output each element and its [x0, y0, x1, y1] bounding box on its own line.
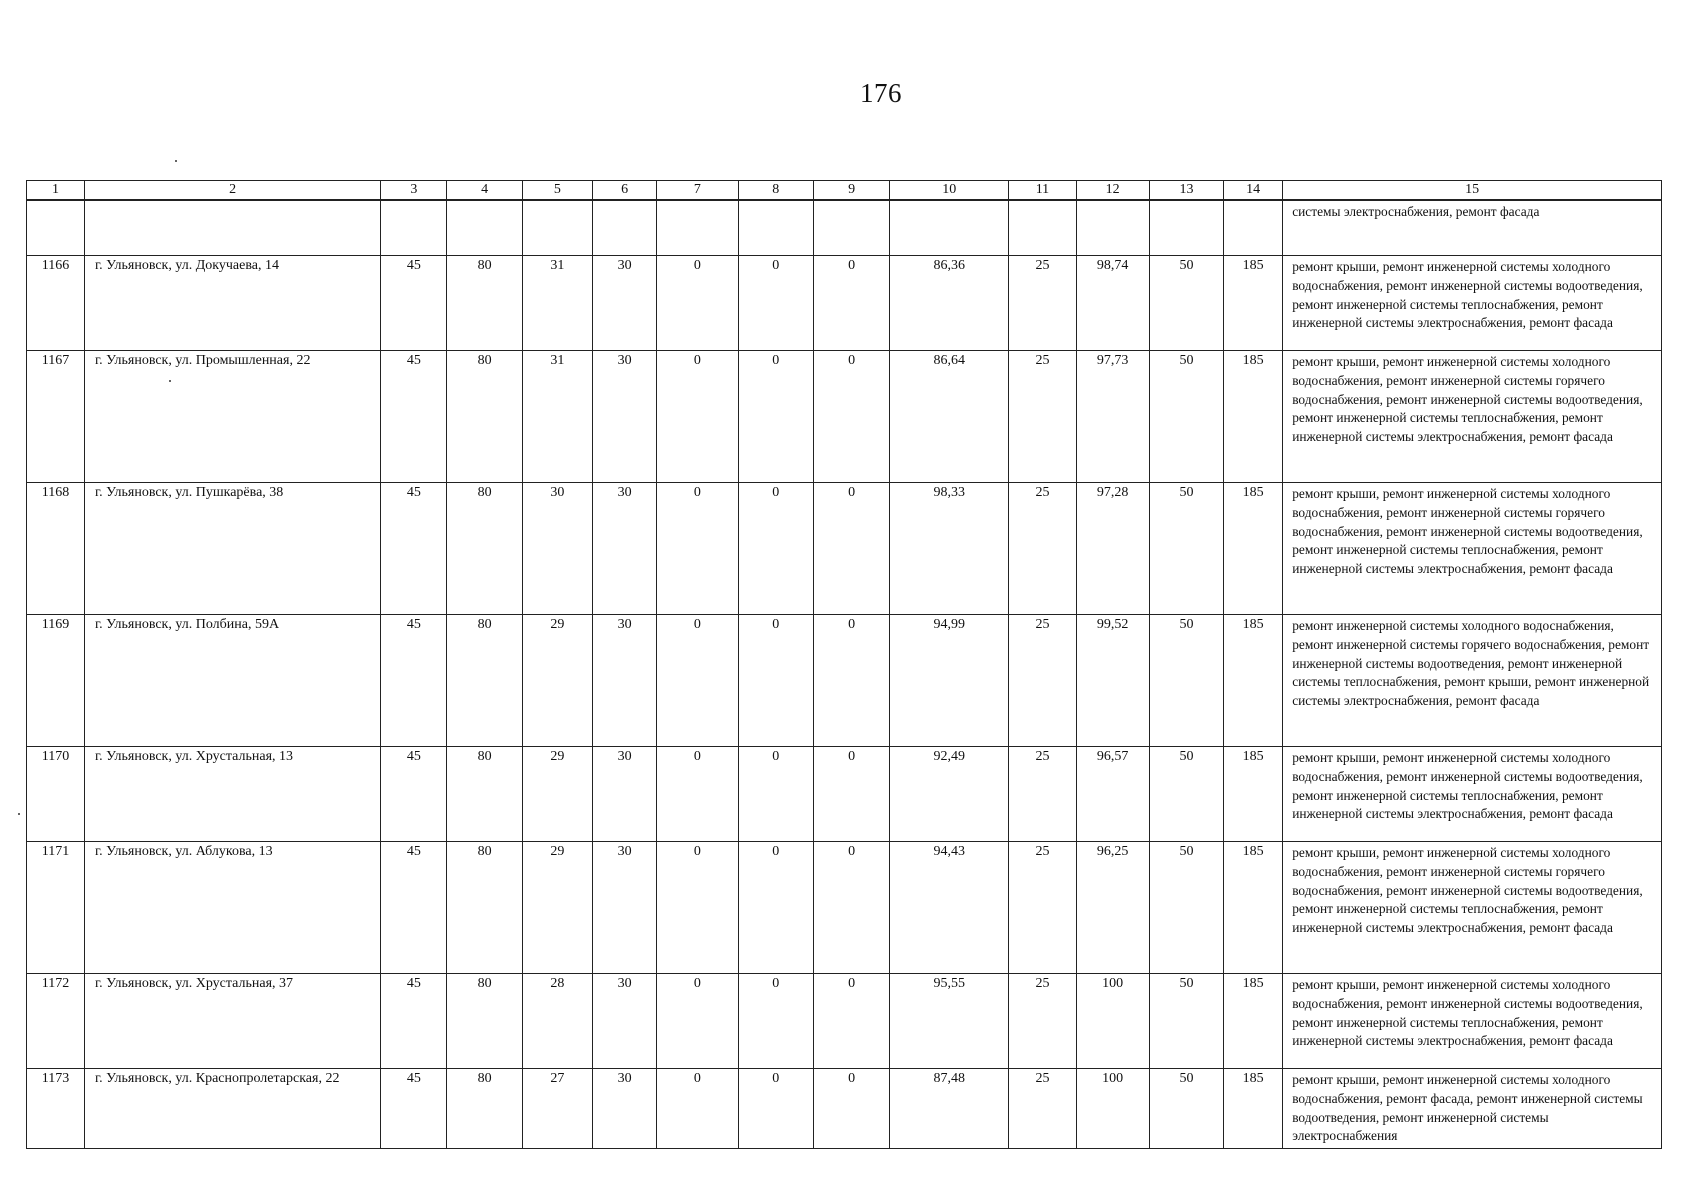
column-header: 8 [738, 181, 813, 201]
cell: 25 [1009, 842, 1076, 974]
column-header: 4 [447, 181, 522, 201]
cell: 0 [738, 974, 813, 1069]
cell: 45 [381, 1069, 447, 1149]
cell: 25 [1009, 974, 1076, 1069]
address-cell: г. Ульяновск, ул. Пушкарёва, 38 [85, 483, 381, 615]
works-cell: ремонт крыши, ремонт инженерной системы холодного водоснабжения, ремонт инженерной системы горячего водоснабжения, ремонт инженерной системы водоотведения, ремонт инженерной системы теплоснабжения, ремонт инженерной системы электроснабжения, ремонт фасада [1283, 842, 1662, 974]
cell: 0 [813, 483, 889, 615]
cell: 86,64 [890, 351, 1009, 483]
cell: 30 [593, 1069, 657, 1149]
cell: 0 [657, 483, 738, 615]
cell: 98,74 [1076, 256, 1149, 351]
cell: 94,99 [890, 615, 1009, 747]
cell: 80 [447, 974, 522, 1069]
cell: 25 [1009, 747, 1076, 842]
cell: 92,49 [890, 747, 1009, 842]
row-number: 1167 [27, 351, 85, 483]
cell: 50 [1149, 842, 1223, 974]
cell: 0 [738, 842, 813, 974]
column-header: 3 [381, 181, 447, 201]
housing-repair-table [26, 180, 1662, 1149]
works-cell: ремонт инженерной системы холодного водоснабжения, ремонт инженерной системы горячего водоснабжения, ремонт инженерной системы водоотведения, ремонт инженерной системы теплоснабжения, ремонт крыши, ремонт инженерной системы электроснабжения, ремонт фасада [1283, 615, 1662, 747]
cell: 99,52 [1076, 615, 1149, 747]
cell: 29 [522, 747, 592, 842]
row-number: 1168 [27, 483, 85, 615]
cell: 0 [657, 615, 738, 747]
cell: 45 [381, 256, 447, 351]
cell: 185 [1224, 615, 1283, 747]
cell: 96,57 [1076, 747, 1149, 842]
cell: 25 [1009, 1069, 1076, 1149]
cell: 50 [1149, 483, 1223, 615]
cell: 80 [447, 256, 522, 351]
address-cell: г. Ульяновск, ул. Полбина, 59А [85, 615, 381, 747]
cell: 0 [657, 351, 738, 483]
cell: 45 [381, 351, 447, 483]
page-number: 176 [860, 78, 902, 108]
cell: 0 [738, 615, 813, 747]
cell: 0 [657, 842, 738, 974]
cell: 80 [447, 1069, 522, 1149]
works-cell: ремонт крыши, ремонт инженерной системы холодного водоснабжения, ремонт инженерной системы горячего водоснабжения, ремонт инженерной системы водоотведения, ремонт инженерной системы теплоснабжения, ремонт инженерной системы электроснабжения, ремонт фасада [1283, 351, 1662, 483]
column-header: 7 [657, 181, 738, 201]
address-cell: г. Ульяновск, ул. Краснопролетарская, 22 [85, 1069, 381, 1149]
cell: 185 [1224, 747, 1283, 842]
continuation-row [27, 200, 1662, 256]
row-number: 1172 [27, 974, 85, 1069]
works-cell: ремонт крыши, ремонт инженерной системы холодного водоснабжения, ремонт инженерной системы водоотведения, ремонт инженерной системы теплоснабжения, ремонт инженерной системы электроснабжения, ремонт фасада [1283, 974, 1662, 1069]
table-row [27, 483, 1662, 615]
cell: 45 [381, 747, 447, 842]
column-header: 1 [27, 181, 85, 201]
cell: 30 [593, 256, 657, 351]
row-number: 1170 [27, 747, 85, 842]
table-row [27, 842, 1662, 974]
cell: 100 [1076, 974, 1149, 1069]
cell: 86,36 [890, 256, 1009, 351]
table-row [27, 615, 1662, 747]
cell: 0 [657, 747, 738, 842]
cell: 80 [447, 842, 522, 974]
row-number: 1166 [27, 256, 85, 351]
cell: 30 [593, 842, 657, 974]
cell: 0 [657, 1069, 738, 1149]
cell: 31 [522, 256, 592, 351]
cell: 0 [738, 351, 813, 483]
column-header: 13 [1149, 181, 1223, 201]
cell: 0 [738, 256, 813, 351]
cell: 27 [522, 1069, 592, 1149]
cell: 29 [522, 842, 592, 974]
cell: 50 [1149, 1069, 1223, 1149]
works-cell: ремонт крыши, ремонт инженерной системы холодного водоснабжения, ремонт фасада, ремонт инженерной системы водоотведения, ремонт инженерной системы электроснабжения [1283, 1069, 1662, 1149]
cell: 25 [1009, 256, 1076, 351]
scan-speck [18, 813, 20, 815]
column-header: 9 [813, 181, 889, 201]
cell: 30 [593, 974, 657, 1069]
cell: 45 [381, 615, 447, 747]
cell: 98,33 [890, 483, 1009, 615]
cell: 94,43 [890, 842, 1009, 974]
cell: 50 [1149, 615, 1223, 747]
cell: 30 [522, 483, 592, 615]
cell: 31 [522, 351, 592, 483]
cell: 185 [1224, 1069, 1283, 1149]
cell: 185 [1224, 351, 1283, 483]
cell: 185 [1224, 483, 1283, 615]
table-row [27, 256, 1662, 351]
cell: 0 [813, 747, 889, 842]
column-header: 15 [1283, 181, 1662, 201]
cell: 45 [381, 842, 447, 974]
cell: 0 [813, 615, 889, 747]
cell: 0 [813, 256, 889, 351]
cell: 45 [381, 483, 447, 615]
table-row [27, 1069, 1662, 1149]
cell: 25 [1009, 615, 1076, 747]
cell: 50 [1149, 974, 1223, 1069]
cell: 0 [813, 842, 889, 974]
cell: 50 [1149, 256, 1223, 351]
cell: 80 [447, 615, 522, 747]
column-header: 10 [890, 181, 1009, 201]
cell: 0 [738, 1069, 813, 1149]
cell: 29 [522, 615, 592, 747]
address-cell: г. Ульяновск, ул. Промышленная, 22 [85, 351, 381, 483]
address-cell: г. Ульяновск, ул. Докучаева, 14 [85, 256, 381, 351]
table-row [27, 351, 1662, 483]
column-header: 6 [593, 181, 657, 201]
cell: 0 [738, 483, 813, 615]
cell: 30 [593, 351, 657, 483]
address-cell: г. Ульяновск, ул. Хрустальная, 13 [85, 747, 381, 842]
cell: 45 [381, 974, 447, 1069]
table-row [27, 747, 1662, 842]
cell: 97,28 [1076, 483, 1149, 615]
cell: 28 [522, 974, 592, 1069]
cell: 80 [447, 747, 522, 842]
cell: 50 [1149, 747, 1223, 842]
address-cell: г. Ульяновск, ул. Хрустальная, 37 [85, 974, 381, 1069]
address-cell: г. Ульяновск, ул. Аблукова, 13 [85, 842, 381, 974]
column-header: 14 [1224, 181, 1283, 201]
works-cell: ремонт крыши, ремонт инженерной системы холодного водоснабжения, ремонт инженерной системы водоотведения, ремонт инженерной системы теплоснабжения, ремонт инженерной системы электроснабжения, ремонт фасада [1283, 256, 1662, 351]
row-number: 1173 [27, 1069, 85, 1149]
cell: 80 [447, 483, 522, 615]
works-cell: ремонт крыши, ремонт инженерной системы холодного водоснабжения, ремонт инженерной системы водоотведения, ремонт инженерной системы теплоснабжения, ремонт инженерной системы электроснабжения, ремонт фасада [1283, 747, 1662, 842]
row-number: 1169 [27, 615, 85, 747]
cell: 95,55 [890, 974, 1009, 1069]
cell: 185 [1224, 842, 1283, 974]
cell: 80 [447, 351, 522, 483]
cell: 100 [1076, 1069, 1149, 1149]
table-row [27, 974, 1662, 1069]
cell: 0 [738, 747, 813, 842]
column-header: 2 [85, 181, 381, 201]
cell: 185 [1224, 974, 1283, 1069]
cell: 25 [1009, 483, 1076, 615]
cell: 185 [1224, 256, 1283, 351]
column-number-row [27, 181, 1662, 201]
cell: 0 [813, 351, 889, 483]
cell: 0 [657, 256, 738, 351]
cell: 25 [1009, 351, 1076, 483]
column-header: 11 [1009, 181, 1076, 201]
row-number: 1171 [27, 842, 85, 974]
cell: 30 [593, 747, 657, 842]
column-header: 12 [1076, 181, 1149, 201]
cell: 0 [813, 974, 889, 1069]
cell: 0 [813, 1069, 889, 1149]
scan-speck [175, 160, 177, 162]
column-header: 5 [522, 181, 592, 201]
works-cell: системы электроснабжения, ремонт фасада [1283, 200, 1662, 256]
cell: 97,73 [1076, 351, 1149, 483]
cell: 30 [593, 483, 657, 615]
cell: 96,25 [1076, 842, 1149, 974]
cell: 87,48 [890, 1069, 1009, 1149]
works-cell: ремонт крыши, ремонт инженерной системы холодного водоснабжения, ремонт инженерной системы горячего водоснабжения, ремонт инженерной системы водоотведения, ремонт инженерной системы теплоснабжения, ремонт инженерной системы электроснабжения, ремонт фасада [1283, 483, 1662, 615]
cell: 50 [1149, 351, 1223, 483]
cell: 0 [657, 974, 738, 1069]
cell: 30 [593, 615, 657, 747]
